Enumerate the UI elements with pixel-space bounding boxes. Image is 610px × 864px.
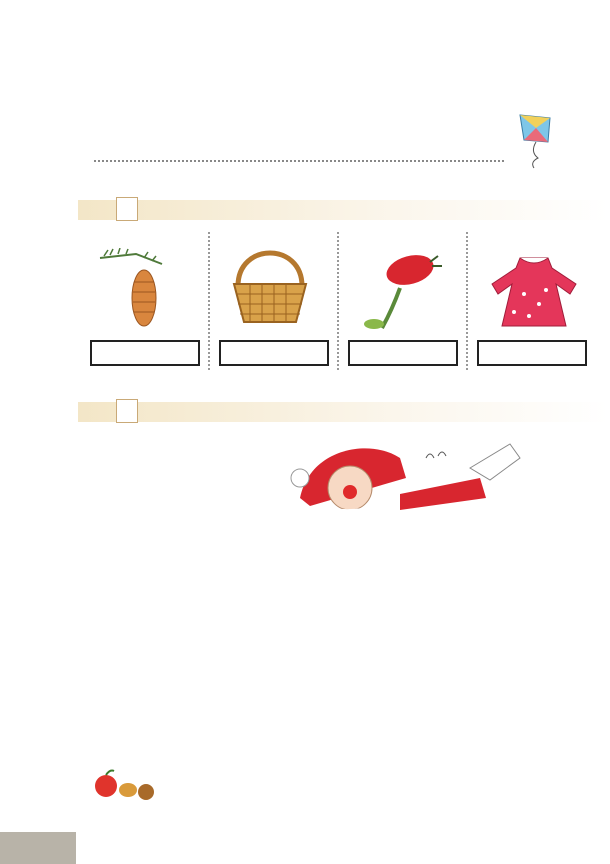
rosehip-icon [360,248,444,332]
task2-bar [78,402,608,422]
kite-icon [510,110,560,170]
task2-number [116,399,138,423]
divider-1 [208,232,210,370]
top-alphabet-tabs [0,0,610,76]
answer-box-3[interactable] [348,340,458,366]
pinecone-icon [96,248,166,332]
page-number [0,832,76,864]
divider-3 [466,232,468,370]
santa-clown-icon [280,438,530,510]
divider-2 [337,232,339,370]
task1-bar [78,200,608,220]
side-alphabet-tabs [0,76,76,864]
answer-box-2[interactable] [219,340,329,366]
dress-icon [484,254,584,330]
fruit-icon [92,768,156,802]
header-divider [94,160,504,162]
task1-number [116,197,138,221]
answer-box-4[interactable] [477,340,587,366]
basket-icon [228,246,312,326]
answer-box-1[interactable] [90,340,200,366]
